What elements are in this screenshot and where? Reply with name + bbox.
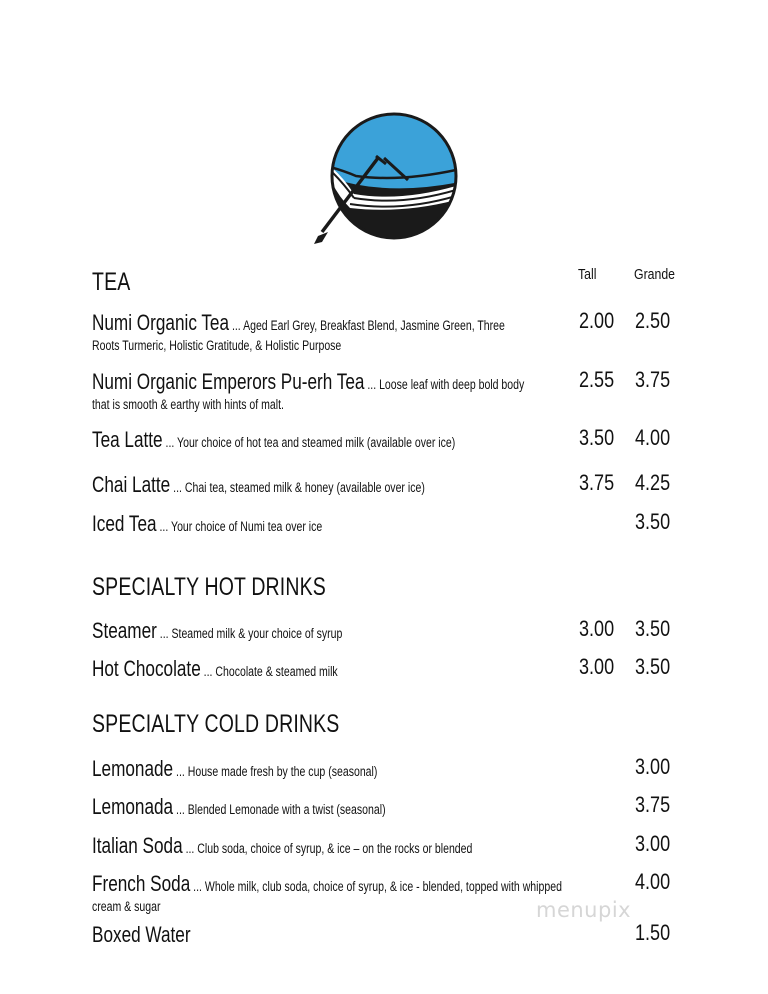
item-desc: ... House made fresh by the cup (seasonal)	[173, 764, 378, 779]
item-name: Tea Latte	[92, 427, 163, 452]
item-name: Steamer	[92, 618, 157, 643]
section-title-tea: TEA	[92, 268, 131, 296]
menu-item-chai-latte	[92, 472, 632, 498]
item-desc: ... Whole milk, club soda, choice of syrup, & ice - blended, topped with whipped	[190, 879, 562, 894]
menu-item-iced-tea	[92, 511, 632, 537]
item-name: French Soda	[92, 871, 191, 896]
item-desc: ... Club soda, choice of syrup, & ice – on the rocks or blended	[182, 841, 473, 856]
item-desc: ... Your choice of Numi tea over ice	[156, 519, 323, 534]
item-name: Boxed Water	[92, 922, 191, 947]
menu-item-lemonade	[92, 756, 632, 782]
item-desc: ... Blended Lemonade with a twist (seasonal)	[173, 802, 386, 817]
item-name: Numi Organic Emperors Pu-erh Tea	[92, 369, 365, 394]
menu-item-emperors-puerh	[92, 369, 632, 412]
menu-item-italian-soda	[92, 833, 632, 859]
item-desc: ... Loose leaf with deep bold body	[364, 377, 525, 392]
item-name: Numi Organic Tea	[92, 310, 230, 335]
item-desc: ... Chai tea, steamed milk & honey (available over ice)	[170, 480, 425, 495]
menu-item-numi-organic-tea	[92, 310, 632, 353]
price-tall: 2.00	[579, 308, 615, 333]
price-grande: 2.50	[635, 308, 671, 333]
section-title-hot-drinks: SPECIALTY HOT DRINKS	[92, 573, 326, 601]
column-header-tall: Tall	[578, 266, 597, 283]
price-tall: 3.00	[579, 616, 615, 641]
item-desc: ... Aged Earl Grey, Breakfast Blend, Jasmine Green, Three	[229, 318, 505, 333]
item-desc: ... Steamed milk & your choice of syrup	[156, 626, 343, 641]
price-grande: 3.50	[635, 509, 671, 534]
item-desc: ... Your choice of hot tea and steamed milk (available over ice)	[162, 435, 456, 450]
item-name: Hot Chocolate	[92, 656, 201, 681]
item-name: Lemonada	[92, 794, 174, 819]
price-grande: 3.75	[635, 367, 671, 392]
price-grande: 3.50	[635, 654, 671, 679]
price-grande: 3.00	[635, 754, 671, 779]
item-desc-cont: that is smooth & earthy with hints of malt.	[92, 397, 284, 412]
section-title-cold-drinks: SPECIALTY COLD DRINKS	[92, 710, 340, 738]
price-grande: 3.00	[635, 831, 671, 856]
item-name: Lemonade	[92, 756, 174, 781]
price-grande: 4.00	[635, 869, 671, 894]
price-grande: 3.50	[635, 616, 671, 641]
item-name: Chai Latte	[92, 472, 171, 497]
price-tall: 3.50	[579, 425, 615, 450]
column-header-grande: Grande	[634, 266, 676, 283]
menupix-watermark: menupix	[536, 898, 632, 922]
menu-item-boxed-water	[92, 922, 632, 948]
menu-item-steamer	[92, 618, 632, 644]
price-grande: 3.75	[635, 792, 671, 817]
item-desc: ... Chocolate & steamed milk	[200, 664, 338, 679]
menu-item-hot-chocolate	[92, 656, 632, 682]
price-tall: 3.75	[579, 470, 615, 495]
price-grande: 1.50	[635, 920, 671, 945]
price-grande: 4.00	[635, 425, 671, 450]
item-name: Italian Soda	[92, 833, 183, 858]
item-desc-cont: cream & sugar	[92, 899, 161, 914]
price-tall: 3.00	[579, 654, 615, 679]
item-name: Iced Tea	[92, 511, 157, 536]
menu-item-tea-latte	[92, 427, 632, 453]
price-grande: 4.25	[635, 470, 671, 495]
item-desc-cont: Roots Turmeric, Holistic Gratitude, & Holistic Purpose	[92, 338, 342, 353]
menu-item-lemonada	[92, 794, 632, 820]
price-tall: 2.55	[579, 367, 615, 392]
rowboat-logo	[310, 110, 458, 246]
